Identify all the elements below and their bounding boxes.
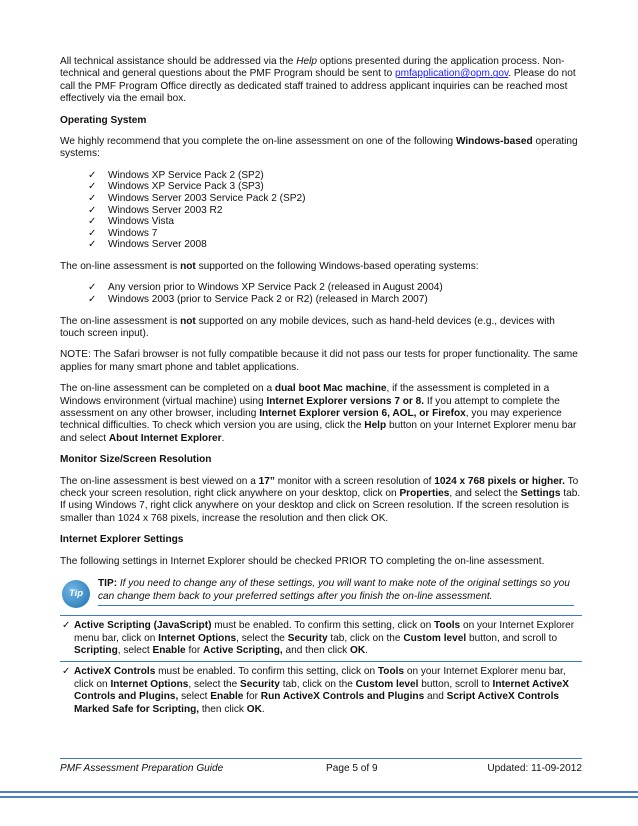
text: button, scroll to [418, 678, 493, 690]
text: The on-line assessment is [60, 315, 181, 327]
text: must be enabled. To confirm this setting, click on [211, 620, 434, 632]
tip-body: If you need to change any of these settings, you will want to make note of the original settings so you can change them back to your preferred settings after you finish the on-line assessment. [98, 578, 570, 602]
bold-text: Enable [210, 691, 244, 703]
os-heading: Operating System [60, 114, 147, 126]
footer-band-top [0, 791, 638, 793]
text: . [261, 703, 265, 715]
list-item [88, 205, 582, 217]
footer-updated-date: Updated: 11-09-2012 [487, 763, 582, 774]
monitor-paragraph [60, 476, 582, 526]
email-link[interactable]: pmfapplication@opm.gov [394, 68, 509, 80]
text: The on-line assessment can be completed on a [60, 383, 275, 395]
bold-text: 17” [258, 475, 275, 487]
bold-text: Internet Explorer version 6, AOL, or Firefox [259, 408, 466, 420]
bold-text: Internet Options [110, 678, 189, 690]
setting-text [74, 620, 582, 657]
bold-text: ActiveX Controls [74, 666, 156, 678]
text: . [221, 432, 225, 444]
text: The on-line assessment is best viewed on a [60, 475, 259, 487]
ie-heading: Internet Explorer Settings [60, 534, 184, 546]
intro-text: options presented during the application process. Non-technical and general questions about the PMF Program should be sent to [60, 56, 565, 80]
text: supported on any mobile devices, such as hand-held devices (e.g., devices with touch screen input). [60, 315, 555, 339]
list-item-text: Windows 2003 (prior to Service Pack 2 or R2) (released in March 2007) [108, 294, 428, 305]
text: select [178, 691, 211, 703]
tip-box [60, 577, 582, 611]
ie-intro: The following settings in Internet Explorer should be checked PRIOR TO completing the on-line assessment. [60, 555, 545, 567]
bold-text: Active Scripting (JavaScript) [74, 620, 212, 632]
checkmark-icon: ✓ [88, 216, 97, 228]
text: monitor with a screen resolution of [274, 475, 435, 487]
os-intro-text: operating systems: [60, 136, 578, 160]
list-item-text: Windows Server 2008 [108, 239, 207, 251]
text: tab, click on the [279, 678, 356, 690]
text: then click [199, 703, 247, 715]
footer-band-bottom [0, 796, 638, 798]
unsupported-os-list [60, 282, 582, 305]
footer-divider [60, 758, 582, 759]
checkmark-icon: ✓ [88, 227, 97, 239]
list-item [88, 216, 582, 228]
text: button, and scroll to [466, 632, 558, 644]
text: If you attempt to complete the assessment on any other browser, including [60, 395, 560, 420]
text: The on-line assessment is [60, 261, 181, 272]
checkmark-icon: ✓ [88, 181, 97, 193]
text: for [185, 644, 204, 656]
text: button on your Internet Explorer menu bar and select [60, 420, 577, 444]
mobile-paragraph [60, 316, 582, 341]
supported-os-list [60, 170, 582, 251]
bold-text: Settings [520, 488, 561, 500]
bold-text: Help [364, 420, 387, 432]
setting-activex-controls [60, 661, 582, 720]
bold-text: Scripting [74, 644, 118, 656]
text: for [243, 691, 261, 703]
text: , if the assessment is completed in a Windows environment (virtual machine) using [60, 383, 550, 407]
bold-text: Tools [377, 666, 405, 678]
checkmark-icon: ✓ [88, 204, 97, 216]
text: and [424, 691, 447, 703]
intro-text: All technical assistance should be addressed via the [60, 56, 297, 67]
list-item [88, 282, 582, 294]
bold-text: 1024 x 768 pixels or higher. [434, 475, 565, 487]
bold-text: Properties [399, 488, 450, 500]
bold-text: Custom level [403, 632, 467, 644]
bold-text: Tools [433, 620, 461, 632]
tip-text [98, 578, 574, 606]
bold-text: Internet Options [158, 632, 237, 644]
text: and then click [282, 644, 351, 656]
checkmark-icon: ✓ [88, 239, 97, 251]
bold-text: OK [246, 703, 262, 715]
list-item-text: Windows Vista [108, 216, 175, 228]
list-item-text: Windows XP Service Pack 3 (SP3) [108, 181, 264, 193]
tip-icon: Tip [62, 580, 90, 608]
list-item-text: Windows 7 [108, 227, 158, 239]
list-item [88, 294, 582, 306]
intro-text: . Please do not call the PMF Program Office directly as dedicated staff trained to address applicant inquiries can be reached most effectively via the email box. [60, 68, 576, 105]
text: To check your screen resolution, right click anywhere on your desktop, click on [60, 475, 579, 500]
list-item-text: Windows Server 2003 Service Pack 2 (SP2) [108, 193, 306, 205]
text: must be enabled. To confirm this setting, click on [155, 666, 378, 678]
list-item-text: Windows XP Service Pack 2 (SP2) [108, 169, 264, 181]
list-item-text: Any version prior to Windows XP Service Pack 2 (released in August 2004) [108, 282, 443, 294]
bold-text: not [180, 315, 196, 327]
checkmark-icon: ✓ [88, 282, 97, 294]
checkmark-icon: ✓ [62, 620, 71, 632]
list-item [88, 181, 582, 193]
help-word: Help [296, 56, 317, 67]
bold-text: Run ActiveX Controls and Plugins [260, 691, 425, 703]
checkmark-icon: ✓ [88, 193, 97, 205]
bold-text: Security [240, 678, 280, 690]
text: , select [117, 644, 153, 656]
unsupported-intro [60, 261, 582, 273]
os-intro [60, 136, 582, 161]
text: , you may experience technical difficulties. To check which version you are using, click the [60, 408, 562, 432]
text: tab, click on the [327, 632, 404, 644]
mac-paragraph [60, 383, 582, 445]
text: tab. If using Windows 7, right click anywhere on your desktop and click on Screen resolution. If the screen resolution is smaller than 1024 x 768 pixels, increase the resolution and then click OK. [60, 488, 581, 524]
text: on your Internet Explorer menu bar, click on [74, 620, 575, 644]
text: , and select the [449, 488, 521, 500]
bold-text: Security [287, 632, 328, 644]
bold-text: Enable [152, 644, 186, 656]
bold-text: OK [350, 644, 366, 656]
footer-title: PMF Assessment Preparation Guide [60, 763, 224, 774]
setting-text [74, 666, 582, 716]
bold-text: not [180, 261, 196, 272]
os-intro-bold: Windows-based [455, 136, 533, 148]
tip-label: TIP: [98, 578, 118, 590]
checkmark-icon: ✓ [62, 666, 71, 678]
list-item [88, 228, 582, 240]
setting-active-scripting [60, 615, 582, 661]
bold-text: About Internet Explorer [108, 432, 222, 444]
bold-text: Internet ActiveX Controls and Plugins, [74, 678, 570, 703]
safari-note: NOTE: The Safari browser is not fully compatible because it did not pass our tests for proper functionality. The same applies for many smart phone and tablet applications. [60, 349, 578, 373]
checkmark-icon: ✓ [88, 169, 97, 181]
checkmark-icon: ✓ [88, 294, 97, 305]
bold-text: Script ActiveX Controls Marked Safe for Scripting, [74, 691, 560, 715]
bold-text: Internet Explorer versions 7 or 8. [266, 395, 425, 407]
monitor-heading: Monitor Size/Screen Resolution [60, 454, 212, 466]
text: supported on the following Windows-based operating systems: [195, 261, 479, 272]
bold-text: dual boot Mac machine [274, 383, 387, 395]
intro-paragraph [60, 56, 582, 106]
text: , select the [236, 632, 288, 644]
os-intro-text: We highly recommend that you complete the on-line assessment on one of the following [60, 136, 456, 148]
bold-text: Custom level [355, 678, 419, 690]
text: , select the [188, 678, 241, 690]
text: . [365, 644, 368, 656]
list-item [88, 239, 582, 251]
footer-page-number: Page 5 of 9 [326, 763, 378, 774]
list-item-text: Windows Server 2003 R2 [108, 204, 223, 216]
list-item [88, 170, 582, 182]
bold-text: Active Scripting, [203, 644, 283, 656]
page-content [60, 56, 582, 720]
text: on your Internet Explorer menu bar, click on [74, 666, 566, 690]
list-item [88, 193, 582, 205]
